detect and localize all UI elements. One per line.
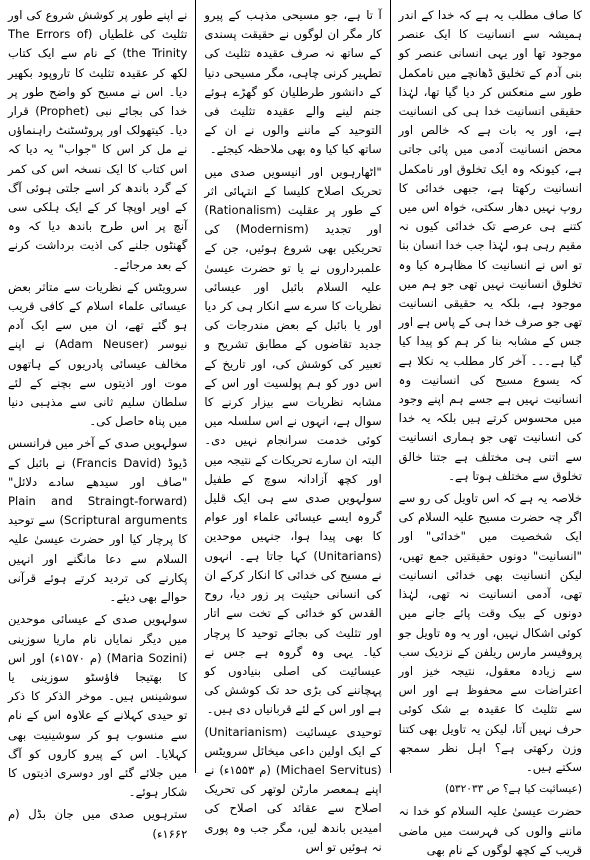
citation: (عیسائیت کیا ہے؟ ص ۵۳۲۰۳۳) <box>445 783 582 796</box>
paragraph: توحیدی عیسائیت (Unitarianism) کے ایک اولین داعی میخائل سرویٹس (Michael Servitus) (م ۱۵۵۳ء) نے اپنے ہمعصر مارٹن لوتھر کی تحریک اصلاح سے عقائد کی اصلاح کی امیدیں باندھ لیں، مگر جب وہ پوری نہ ہوئیں تو اس <box>204 724 382 854</box>
quote-paragraph: "اٹھارہویں اور انیسویں صدی میں تحریک اصلاح کلیسا کے انتہائی اثر کے طور پر عقلیت (Rationalism) اور تجدید (Modernism) کی تحریکیں بھی شروع ہوئیں، جن کے علمبرداروں نے یا تو حضرت عیسیٰ علیہ السلام بائبل اور عیسائی نظریات کا سرے سے انکار ہی کر دیا اور یا بائبل کے بعض مندرجات کی جدید تقاضوں کے مطابق تشریح و تعبیر کی کوشش کی، اور تاریخ کے اس دور کو ہم پولسیت اور اس کے مشابہ نظریات سے بیزار کرنے کا سوال ہے، انہوں نے اس سلسلہ میں کوئی خدمت سرانجام نہیں دی۔ البتہ ان سارے تحریکات کے نتیجہ میں اور کچھ آزادانہ سوچ کے طفیل سولہویں صدی سے ہی ایک قلیل گروہ ایسے عیسائی علماء اور عوام کا بھی پیدا ہوا، جنہیں موحدین (Unitarians) کہا جاتا ہے۔ انہوں نے مسیح کی خدائی کا انکار کرکے ان کی انسانی حیثیت پر زور دیا، روح القدس کو خدائی کے تخت سے اتار اور تثلیث کی بجائے توحید کا پرچار کیا۔ یہی وہ گروہ ہے جس نے عیسائیت کی اصلی بنیادوں کو پہچاننے کی بڑی حد تک کوشش کی ہے اور اس کے لئے قربانیاں دی ہیں۔ <box>204 164 382 717</box>
paragraph: سولہویں صدی کے آخر میں فرانسس ڈیوڈ (Francis David) نے بائبل کے "صاف اور سیدھے سادے دلائل" (Plain and Straingt-forward Scriptural arguments) سے توحید کا پرچار کیا اور حضرت عیسیٰ علیہ السلام سے دعا مانگنے اور انہیں پکارنے کی تردید کرتے ہوئے قرآنی حوالے بھی دیئے۔ <box>8 436 188 605</box>
paragraph: سرویٹس کے نظریات سے متاثر بعض عیسائی علماء اسلام کے کافی قریب ہو گئے تھے، ان میں سے ایک آدم نیوسر (Adam Neuser) نے اپنے مخالف عیسائی پادریوں کے ہاتھوں موت اور اذیتوں سے بچنے کے لئے سلطان سلیم ثانی سے مذہبی دنیا میں پناہ حاصل کی۔ <box>8 279 188 429</box>
paragraph: حضرت عیسیٰ علیہ السلام کو خدا نہ ماننے والوں کی فہرست میں ماضی قریب کے کچھ لوگوں کے نام بھی <box>398 804 582 857</box>
paragraph: سترہویں صدی میں جان بڈل (م ۱۶۶۲ء) <box>8 807 188 841</box>
paragraph: آ تا ہے، جو مسیحی مذہب کے پیرو کار مگر ان لوگوں نے حقیقت پسندی کے ساتھ نہ صرف عقیدہ تثلیث کی تطہیر کرنی چاہی، مگر مسیحی دنیا کے دانشور طرطلیان کو گھڑے ہوئے جنم لینے والے عقیدہ تثلیث فی التوحید کے ماننے والوں نے ان کے ساتھ کیا کیا وہ بھی ملاحظہ کیجئے۔ <box>204 8 382 157</box>
paragraph: سولہویں صدی کے عیسائی موحدین میں دیگر نمایاں نام ماریا سوزینی (Maria Sozini) (م ۱۵۷۰ء) اور اس کا بھتیجا فاؤسٹو سوزینی یا سوشینس ہیں۔ موخر الذکر کا ذکر تو حیدی کہلانے کے علاوہ اس کے نام سے منسوب ہو کر سوشینیت بھی کہلایا۔ اس کے پیرو کاروں کو آگ میں جلائے گئے اور دوسری اذیتوں کا شکار ہوئے۔ <box>8 612 188 800</box>
column-right <box>391 0 590 857</box>
paragraph: کا صاف مطلب یہ ہے کہ خدا کے اندر ہمیشہ سے انسانیت کا ایک عنصر موجود تھا اور یہی انسانی عنصر کو بنی آدم کے تخلیق ڈھانچے میں نامکمل طور سے منعکس کر دیا گیا تھا، لہٰذا حقیقی انسانیت خدا ہی کی انسانیت ہے، اور یہ بات ہے کہ خالص اور محض انسانیت آدمی میں پائی جاتی ہے، کیونکہ وہ ایک تخلوق اور نامکمل انسانیت رکھتا ہے، جبھی خدائی کا روپ نہیں دھار سکتی، خواہ اس میں کتنے ہی عرصے تک خدائی کیوں نہ مقیم رہی ہو، لہٰذا جب خدا انسان بنا تو اس نے انسانیت کا مظاہرہ کیا وہ تخلوق انسانیت نہیں تھی جو ہم میں موجود ہے، بلکہ یہ حقیقی انسانیت تھی جو صرف خدا ہی کے پاس ہے اور جس کے مشابہ بنا کر ہم کو پیدا کیا گیا ہے۔۔۔ آخر کار مطلب یہ نکلا ہے کہ یسوع مسیح کی انسانیت وہ انسانیت نہیں ہے جسے ہم اپنے وجود میں محسوس کرتے ہیں بلکہ یہ خدا کی انسانیت تھی جو ہماری انسانیت سے اتنی ہی مختلف ہے جتنا خالق تخلوق سے مختلف ہوتا ہے۔ <box>398 8 582 483</box>
column-middle <box>196 0 389 854</box>
paragraph: نے اپنے طور پر کوشش شروع کی اور تثلیث کی غلطیاں (The Errors of the Trinity) کے نام سے ایک کتاب لکھ کر عقیدہ تثلیث کا تاروپود بکھیر دیا۔ اس نے مسیح کو واضح طور پر خدا کی بجائے نبی (Prophet) قرار دیا۔ کیتھولک اور پروٹسٹنٹ راہنماؤں نے مل کر اس کا "جواب" یہ دیا کہ اس کتاب کا ایک نسخہ اس کی کمر کے گرد باندھ کر اسے جلتی ہوئی آگ کے اوپر اوپچا کر کے ایک ہلکی سی آنچ پر اس طرح باندھ دیا کہ وہ گھنٹوں جلنے کی اذیت برداشت کرنے کے بعد مرجائے۔ <box>8 8 188 272</box>
paragraph: خلاصہ یہ ہے کہ اس تاویل کی رو سے اگر چہ حضرت مسیح علیہ السلام کی ایک شخصیت میں "خدائی" اور "انسانیت" دونوں حقیقتیں جمع تھیں، لیکن انسانیت بھی خدائی انسانیت تھی، آدمی انسانیت نہ تھی، لہٰذا دونوں کے بیک وقت پائے جانے میں کوئی اشکال نہیں، اور یہ وہ تاویل جو پروفیسر مارس ریلفن کے نزدیک سب سے زیادہ معقول، نتیجہ خیز اور اعتراضات سے محفوظ ہے اور اس سے تثلیث کا عقیدہ بے شک کوئی حرف نہیں آتا، لیکن یہ تاویل بھی کتنا وزن رکھتی ہے؟ اہل نظر سمجھ سکتے ہیں۔ <box>398 491 582 774</box>
column-left <box>0 0 195 841</box>
